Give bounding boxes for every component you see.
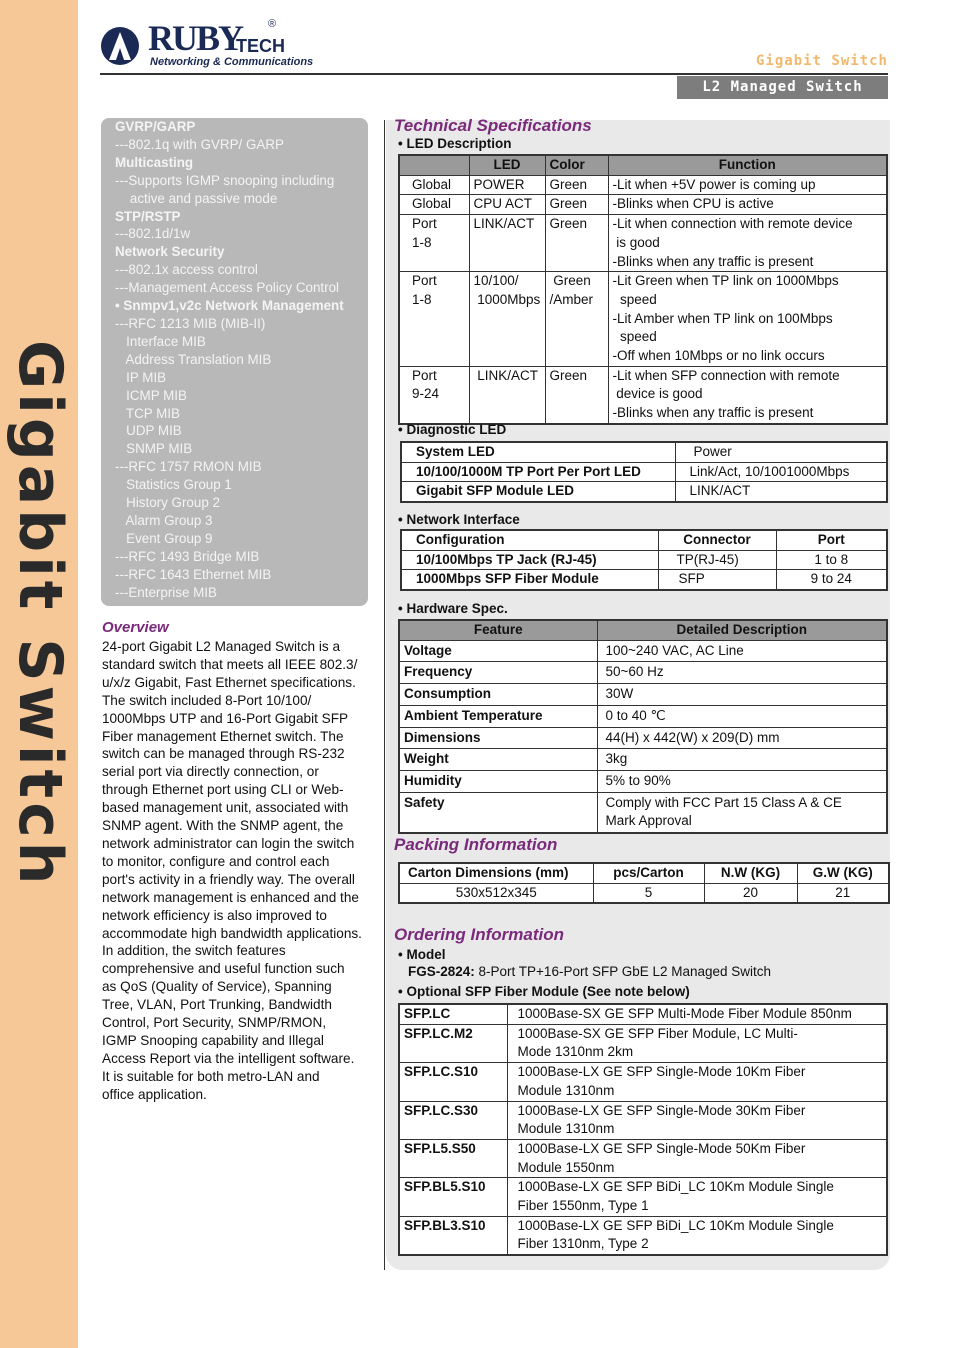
sfp-code: SFP.BL5.S10 bbox=[399, 1178, 507, 1216]
feature-line: Interface MIB bbox=[115, 333, 206, 349]
led-col-led: LED bbox=[469, 155, 545, 175]
diagnostic-led-title: • Diagnostic LED bbox=[398, 422, 507, 437]
led-col-empty bbox=[399, 155, 469, 175]
hardware-description: 44(H) x 442(W) x 209(D) mm bbox=[597, 727, 887, 749]
pack-gw-value: 21 bbox=[797, 883, 889, 903]
network-configuration: 10/100Mbps TP Jack (RJ-45) bbox=[401, 550, 658, 570]
hardware-feature: Safety bbox=[399, 792, 597, 833]
diagnostic-led-value: Link/Act, 10/1001000Mbps bbox=[675, 462, 887, 482]
led-cell-line: 1-8 bbox=[412, 234, 432, 250]
diagnostic-led-name: 10/100/1000M TP Port Per Port LED bbox=[401, 462, 675, 482]
logo-registered: ® bbox=[268, 18, 277, 30]
overview-line: to monitor, configure and control each bbox=[102, 853, 330, 869]
sfp-row bbox=[399, 1101, 887, 1139]
overview-line: network administrator can login the switch bbox=[102, 835, 355, 851]
overview-line: Fiber management Ethernet switch. The bbox=[102, 728, 344, 744]
diagnostic-led-table bbox=[400, 441, 888, 503]
led-cell-line: -Blinks when any traffic is present bbox=[612, 253, 814, 269]
sfp-row bbox=[399, 1139, 887, 1177]
overview-line: Access Report via the intelligent software. bbox=[102, 1050, 355, 1066]
led-cell bbox=[545, 195, 608, 215]
overview-line: based management unit, associated with bbox=[102, 800, 349, 816]
feature-line: ---Supports IGMP snooping including bbox=[115, 172, 335, 188]
hardware-feature: Ambient Temperature bbox=[399, 705, 597, 727]
tech-spec-heading: Technical Specifications bbox=[394, 116, 592, 135]
feature-line: STP/RSTP bbox=[115, 208, 181, 224]
feature-line: Statistics Group 1 bbox=[115, 477, 232, 493]
overview-line: serial port via directly connection, or bbox=[102, 764, 319, 780]
feature-line: ---RFC 1757 RMON MIB bbox=[115, 459, 262, 475]
pack-col-pcs: pcs/Carton bbox=[593, 863, 704, 883]
led-cell bbox=[545, 215, 608, 272]
hardware-row bbox=[399, 770, 887, 792]
feature-line: UDP MIB bbox=[115, 423, 182, 439]
sfp-description: 1000Base-LX GE SFP BiDi_LC 10Km Module Single Fiber 1550nm, Type 1 bbox=[507, 1178, 887, 1216]
sfp-code: SFP.LC.M2 bbox=[399, 1024, 507, 1062]
feature-line: Event Group 9 bbox=[115, 530, 213, 546]
overview-line: switch can be managed through RS-232 bbox=[102, 746, 345, 762]
led-col-function: Function bbox=[608, 155, 887, 175]
network-connector: SFP bbox=[658, 570, 776, 590]
feature-line: ---RFC 1213 MIB (MIB-II) bbox=[115, 315, 266, 331]
led-cell-line: -Lit when +5V power is coming up bbox=[612, 176, 816, 192]
sfp-module-title: • Optional SFP Fiber Module (See note below) bbox=[398, 984, 690, 999]
hardware-row bbox=[399, 640, 887, 662]
network-row bbox=[401, 570, 887, 590]
led-cell-line: CPU ACT bbox=[473, 196, 533, 212]
sfp-row bbox=[399, 1004, 887, 1024]
overview-line: network efficiency is also improved to bbox=[102, 907, 327, 923]
hardware-row bbox=[399, 749, 887, 771]
feature-line: Multicasting bbox=[115, 154, 194, 170]
overview-line: port's activity in a friendly way. The overall bbox=[102, 871, 355, 887]
feature-line: Alarm Group 3 bbox=[115, 512, 213, 528]
hw-col-feature: Feature bbox=[399, 620, 597, 640]
led-cell bbox=[608, 366, 887, 424]
sfp-row bbox=[399, 1178, 887, 1216]
led-row bbox=[399, 272, 887, 367]
overview-line: as QoS (Quality of Service), Spanning bbox=[102, 979, 332, 995]
led-cell bbox=[545, 175, 608, 195]
hardware-row bbox=[399, 705, 887, 727]
feature-line: ICMP MIB bbox=[115, 387, 187, 403]
led-cell bbox=[399, 272, 469, 367]
overview-line: through Ethernet port using CLI or Web- bbox=[102, 782, 344, 798]
network-interface-table bbox=[400, 529, 888, 591]
led-row bbox=[399, 215, 887, 272]
feature-list-box bbox=[101, 118, 368, 606]
led-cell bbox=[469, 366, 545, 424]
overview-line: 24-port Gigabit L2 Managed Switch is a bbox=[102, 639, 341, 654]
pack-col-nw: N.W (KG) bbox=[704, 863, 797, 883]
led-cell bbox=[608, 195, 887, 215]
feature-line: Address Translation MIB bbox=[115, 351, 272, 367]
led-cell-line: -Lit when SFP connection with remote bbox=[612, 367, 840, 383]
header-subtitle-gigabit: Gigabit Switch bbox=[755, 53, 888, 69]
feature-line: ---Management Access Policy Control bbox=[115, 280, 340, 296]
sfp-module-table bbox=[398, 1003, 888, 1256]
led-cell-line: 9-24 bbox=[412, 386, 440, 402]
feature-line: ---RFC 1493 Bridge MIB bbox=[115, 548, 260, 564]
net-col-connector: Connector bbox=[658, 530, 776, 550]
overview-line: office application. bbox=[102, 1086, 207, 1102]
hardware-feature: Consumption bbox=[399, 684, 597, 706]
logo-tech: TECH bbox=[236, 36, 285, 56]
led-row bbox=[399, 195, 887, 215]
feature-line: History Group 2 bbox=[115, 495, 220, 511]
overview-line: network management is enhanced and the bbox=[102, 889, 359, 905]
hardware-description: 0 to 40 ℃ bbox=[597, 705, 887, 727]
led-table-header bbox=[399, 155, 887, 175]
hardware-row bbox=[399, 727, 887, 749]
sfp-row bbox=[399, 1063, 887, 1101]
model-line bbox=[408, 964, 771, 979]
hardware-description: 3kg bbox=[597, 749, 887, 771]
led-cell-line: Green bbox=[549, 273, 591, 289]
led-cell bbox=[545, 366, 608, 424]
net-col-port: Port bbox=[776, 530, 887, 550]
header-subtitle-l2: L2 Managed Switch bbox=[677, 76, 888, 99]
sfp-description: 1000Base-SX GE SFP Fiber Module, LC Multi- Mode 1310nm 2km bbox=[507, 1024, 887, 1062]
led-cell bbox=[399, 215, 469, 272]
led-cell bbox=[608, 272, 887, 367]
led-row bbox=[399, 175, 887, 195]
packing-heading: Packing Information bbox=[394, 835, 558, 854]
sfp-description: 1000Base-LX GE SFP Single-Mode 10Km Fiber Module 1310nm bbox=[507, 1063, 887, 1101]
sfp-code: SFP.LC.S10 bbox=[399, 1063, 507, 1101]
sfp-row bbox=[399, 1216, 887, 1255]
hardware-spec-table bbox=[398, 619, 888, 834]
led-cell-line: 1000Mbps bbox=[473, 291, 541, 307]
overview-line: SNMP agent. With the SNMP agent, the bbox=[102, 818, 344, 834]
pack-pcs-value: 5 bbox=[593, 883, 704, 903]
led-cell bbox=[399, 175, 469, 195]
network-interface-title: • Network Interface bbox=[398, 512, 520, 527]
feature-line: ---802.1x access control bbox=[115, 262, 258, 278]
network-table-header bbox=[401, 530, 887, 550]
led-cell-line: -Off when 10Mbps or no link occurs bbox=[612, 348, 825, 364]
led-cell bbox=[399, 366, 469, 424]
feature-line: IP MIB bbox=[115, 369, 167, 385]
feature-line: Network Security bbox=[115, 244, 225, 260]
hardware-feature: Voltage bbox=[399, 640, 597, 662]
logo-subtitle: Networking & Communications bbox=[150, 56, 314, 68]
hardware-feature: Frequency bbox=[399, 662, 597, 684]
overview-line: 1000Mbps UTP and 16-Port Gigabit SFP bbox=[102, 710, 349, 726]
diagnostic-row bbox=[401, 482, 887, 502]
sfp-code: SFP.LC.S30 bbox=[399, 1101, 507, 1139]
pack-col-carton: Carton Dimensions (mm) bbox=[399, 863, 593, 883]
packing-row bbox=[399, 883, 889, 903]
led-cell bbox=[469, 195, 545, 215]
led-cell bbox=[469, 272, 545, 367]
model-description: 8-Port TP+16-Port SFP GbE L2 Managed Switch bbox=[474, 964, 772, 979]
hardware-description: 30W bbox=[597, 684, 887, 706]
led-cell bbox=[399, 195, 469, 215]
hardware-description: 100~240 VAC, AC Line bbox=[597, 640, 887, 662]
hardware-feature: Dimensions bbox=[399, 727, 597, 749]
led-cell-line: Global bbox=[412, 196, 452, 212]
sfp-description: 1000Base-LX GE SFP Single-Mode 50Km Fiber Module 1550nm bbox=[507, 1139, 887, 1177]
overview-line: accommodate high bandwidth applications. bbox=[102, 925, 362, 941]
logo-mark-icon bbox=[100, 26, 140, 66]
hardware-row bbox=[399, 792, 887, 833]
led-cell-line: LINK/ACT bbox=[473, 216, 535, 232]
hardware-feature: Weight bbox=[399, 749, 597, 771]
led-cell bbox=[469, 175, 545, 195]
led-cell-line: LINK/ACT bbox=[473, 367, 539, 383]
overview-line: Control, Port Security, SNMP/RMON, bbox=[102, 1015, 327, 1031]
hardware-spec-title: • Hardware Spec. bbox=[398, 601, 508, 616]
led-cell-line: is good bbox=[612, 234, 660, 250]
overview-line: u/x/z Gigabit, Fast Ethernet specifications. bbox=[102, 674, 356, 690]
feature-line: TCP MIB bbox=[115, 405, 180, 421]
overview-line: It is suitable for both metro-LAN and bbox=[102, 1068, 320, 1084]
ruby-tech-logo bbox=[100, 18, 314, 74]
led-cell-line: Port bbox=[412, 273, 437, 289]
overview-heading: Overview bbox=[102, 619, 169, 636]
led-cell bbox=[608, 215, 887, 272]
sfp-description: 1000Base-LX GE SFP Single-Mode 30Km Fiber Module 1310nm bbox=[507, 1101, 887, 1139]
led-table bbox=[398, 154, 888, 425]
led-cell-line: -Lit Amber when TP link on 100Mbps bbox=[612, 310, 833, 326]
network-port: 9 to 24 bbox=[776, 570, 887, 590]
network-configuration: 1000Mbps SFP Fiber Module bbox=[401, 570, 658, 590]
led-cell-line: -Lit when connection with remote device bbox=[612, 216, 853, 232]
led-cell-line: 10/100/ bbox=[473, 273, 519, 289]
hardware-description: 50~60 Hz bbox=[597, 662, 887, 684]
led-cell-line: 1-8 bbox=[412, 291, 432, 307]
overview-line: comprehensive and useful function such bbox=[102, 961, 345, 977]
feature-line: ---802.1q with GVRP/ GARP bbox=[115, 136, 284, 152]
overview-line: IGMP Snooping capability and Illegal bbox=[102, 1032, 324, 1048]
overview-line: In addition, the switch features bbox=[102, 943, 286, 959]
led-cell-line: -Blinks when any traffic is present bbox=[612, 405, 814, 421]
led-cell-line: -Lit Green when TP link on 1000Mbps bbox=[612, 273, 839, 289]
network-row bbox=[401, 550, 887, 570]
led-cell-line: Green bbox=[549, 216, 588, 232]
hardware-description: Comply with FCC Part 15 Class A & CE Mark Approval bbox=[597, 792, 887, 833]
sfp-row bbox=[399, 1024, 887, 1062]
led-cell-line: speed bbox=[612, 291, 657, 307]
model-code: FGS-2824: bbox=[408, 964, 475, 979]
diagnostic-led-name: System LED bbox=[401, 442, 675, 462]
diagnostic-led-value: Power bbox=[675, 442, 887, 462]
diagnostic-led-name: Gigabit SFP Module LED bbox=[401, 482, 675, 502]
sfp-code: SFP.L5.S50 bbox=[399, 1139, 507, 1177]
net-col-configuration: Configuration bbox=[401, 530, 658, 550]
led-cell-line: -Blinks when CPU is active bbox=[612, 196, 774, 212]
led-cell bbox=[608, 175, 887, 195]
hardware-row bbox=[399, 662, 887, 684]
diagnostic-led-value: LINK/ACT bbox=[675, 482, 887, 502]
model-title: • Model bbox=[398, 947, 446, 962]
led-cell-line: device is good bbox=[612, 386, 703, 402]
feature-line: active and passive mode bbox=[115, 190, 278, 206]
led-cell-line: speed bbox=[612, 329, 657, 345]
sfp-description: 1000Base-LX GE SFP BiDi_LC 10Km Module Single Fiber 1310nm, Type 2 bbox=[507, 1216, 887, 1255]
header-divider bbox=[100, 73, 888, 75]
column-divider bbox=[384, 120, 385, 1270]
overview-line: The switch included 8-Port 10/100/ bbox=[102, 692, 312, 708]
led-cell-line: Port bbox=[412, 216, 437, 232]
led-cell-line: /Amber bbox=[549, 291, 594, 307]
feature-line: SNMP MIB bbox=[115, 441, 193, 457]
feature-line: ---802.1d/1w bbox=[115, 226, 191, 242]
diagnostic-row bbox=[401, 442, 887, 462]
pack-col-gw: G.W (KG) bbox=[797, 863, 889, 883]
diagnostic-row bbox=[401, 462, 887, 482]
led-cell-line: POWER bbox=[473, 176, 525, 192]
pack-carton-value: 530x512x345 bbox=[399, 883, 593, 903]
feature-line: GVRP/GARP bbox=[115, 119, 196, 134]
overview-line: standard switch that meets all IEEE 802.3/ bbox=[102, 656, 358, 672]
hardware-feature: Humidity bbox=[399, 770, 597, 792]
led-cell-line: Green bbox=[549, 367, 588, 383]
network-port: 1 to 8 bbox=[776, 550, 887, 570]
network-connector: TP(RJ-45) bbox=[658, 550, 776, 570]
led-cell-line: Port bbox=[412, 367, 437, 383]
led-cell bbox=[545, 272, 608, 367]
led-cell-line: Green bbox=[549, 196, 588, 212]
packing-table bbox=[398, 862, 890, 904]
hardware-description: 5% to 90% bbox=[597, 770, 887, 792]
led-cell-line: Global bbox=[412, 176, 452, 192]
overview-line: Tree, VLAN, Port Trunking, Bandwidth bbox=[102, 997, 332, 1013]
logo-word: RUBY bbox=[148, 18, 243, 58]
hw-col-description: Detailed Description bbox=[597, 620, 887, 640]
led-cell bbox=[469, 215, 545, 272]
ordering-heading: Ordering Information bbox=[394, 925, 564, 944]
feature-line: ---Enterprise MIB bbox=[115, 584, 217, 600]
hardware-row bbox=[399, 684, 887, 706]
feature-line: ---RFC 1643 Ethernet MIB bbox=[115, 566, 272, 582]
pack-nw-value: 20 bbox=[704, 883, 797, 903]
sfp-description: 1000Base-SX GE SFP Multi-Mode Fiber Module 850nm bbox=[507, 1004, 887, 1024]
sfp-code: SFP.LC bbox=[399, 1004, 507, 1024]
overview-text bbox=[102, 638, 372, 1104]
led-row bbox=[399, 366, 887, 424]
hw-table-header bbox=[399, 620, 887, 640]
packing-table-header bbox=[399, 863, 889, 883]
led-cell-line: Green bbox=[549, 176, 588, 192]
side-title: Gigabit Switch bbox=[5, 340, 75, 889]
feature-line: • Snmpv1,v2c Network Management bbox=[115, 298, 344, 314]
sfp-code: SFP.BL3.S10 bbox=[399, 1216, 507, 1255]
led-col-color: Color bbox=[545, 155, 608, 175]
led-description-title: • LED Description bbox=[398, 136, 512, 151]
